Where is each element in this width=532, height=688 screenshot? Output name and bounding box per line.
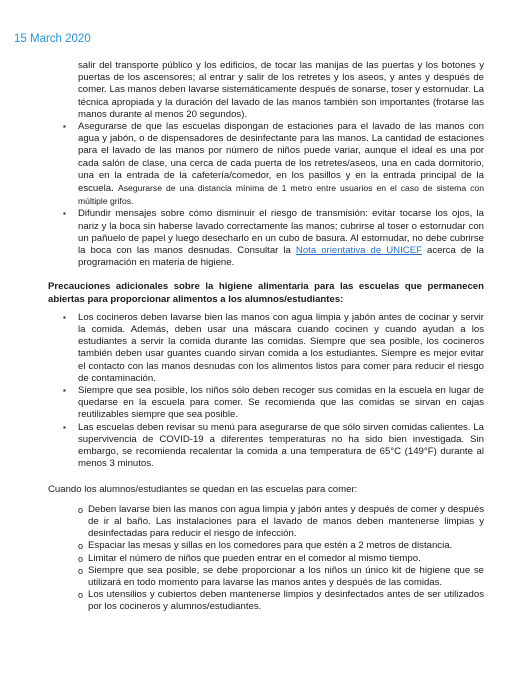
square-bullet-icon: ▪ [63,122,66,132]
list-item [48,385,484,422]
square-bullet-icon: ▪ [63,312,66,322]
bullet-list-meals [48,504,484,614]
list-item-text: Deben lavarse bien las manos con agua limpia y jabón antes y después de comer y después de ir al baño. Las instalaciones para el lavado de manos deben mantenerse limpias y desinfectadas para reducir el riesgo de infección. [88,503,484,540]
bullet-list-hygiene [48,121,484,269]
list-item-text: Los utensilios y cubiertos deben mantenerse limpios y desinfectados antes de ser utilizados por los cocineros y alumnos/estudiantes. [88,589,484,613]
paragraph-handwashing-continuation: salir del transporte público y los edificios, de tocar las manijas de las puertas y los botones y puertas de los ascensores; al entrar y salir de los retretes y los aseos, y antes y después de comer. Las manos deben lavarse sistemáticamente después de sonarse, toser y estornudar. La técnica apropiada y la duración del lavado de las manos también son importantes (frotarse las manos durante al menos 20 segundos). [78,60,484,120]
page-date: 15 March 2020 [14,33,91,45]
square-bullet-icon: ▪ [63,386,66,396]
list-item [48,422,484,471]
list-item-text: Siempre que sea posible, los niños sólo deben recoger sus comidas en la escuela en lugar de quedarse en la escuela para comer. Se recomienda que las comidas se sirvan en cajas reutilizables siempre que sea posible. [78,385,484,421]
list-item [48,565,484,589]
circle-bullet-icon: o [78,590,84,601]
bullet-list-food-hygiene [48,312,484,471]
paragraph-meals-intro: Cuando los alumnos/estudiantes se quedan en las escuelas para comer: [48,483,358,495]
circle-bullet-icon: o [78,541,84,552]
square-bullet-icon: ▪ [63,209,66,219]
circle-bullet-icon: o [78,565,84,576]
list-item-text-end: acerca de la programación en materia de higiene. [78,245,485,269]
list-item [48,121,484,208]
list-item-text: Asegurarse de que las escuelas dispongan de estaciones para el lavado de las manos con agua y jabón, o de dispensadores de desinfectante para las manos. La cantidad de estaciones para el lavado de las manos por número de niños puede variar, aunque el ideal es una por cada salón de clase, una cerca de cada puerta de los retretes/aseos, una en cada dormitorio, una en la entrada de la cafetería/comedor, en los pasillos y en la entrada principal de la escuela. [78,121,484,195]
section-heading-food-hygiene: Precauciones adicionales sobre la higiene alimentaria para las escuelas que permanecen abiertas para proporcionar alimentos a los alumnos/estudiantes: [48,281,484,305]
list-item-text: Los cocineros deben lavarse bien las manos con agua limpia y jabón antes de cocinar y servir la comida. Además, deben usar una máscara cuando cocinen y cuando ayudan a los estudiantes a servir la comida durante las comidas. Siempre que sea posible, los cocineros también deben usar guantes cuando sirvan comida a los estudiantes. Siempre es mejor evitar el contacto con las manos desnudas con los alimentos listos para comer para reducir el riesgo de contaminación. [78,311,484,384]
list-item-text: Espaciar las mesas y sillas en los comedores para que estén a 2 metros de distancia. [88,540,453,552]
list-item [48,589,484,613]
document-body [48,60,484,614]
circle-bullet-icon: o [78,504,84,515]
unicef-guidance-link[interactable]: Nota orientativa de UNICEF [295,245,422,257]
list-item-text: Limitar el número de niños que pueden entrar en el comedor al mismo tiempo. [88,552,421,564]
list-item-text: Siempre que sea posible, se debe proporcionar a los niños un único kit de higiene que se utilizará en todo momento para lavarse las manos antes y después de las comidas. [88,564,484,588]
list-item [48,540,484,552]
circle-bullet-icon: o [78,553,84,564]
list-item [48,553,484,565]
list-item-text: Difundir mensajes sobre cómo disminuir el riesgo de transmisión: evitar tocarse los ojos, la nariz y la boca sin haberse lavado correctamente las manos; cubrirse al toser o estornudar con un pañuelo de papel y luego desecharlo en un cubo de basura. Al estornudar, no debe cubrirse la boca con las manos desnudas. Consultar la [78,208,484,257]
list-item [48,312,484,385]
list-item [48,504,484,541]
list-item-text: Las escuelas deben revisar su menú para asegurarse de que sólo sirven comidas calientes. La supervivencia de COVID-19 a diferentes temperaturas no ha sido bien investigada. Sin embargo, se recomienda recalentar la comida a una temperatura de 65°C (149°F) durante al menos 3 minutos. [78,421,484,470]
list-item [48,208,484,269]
list-item-note: Asegurarse de una distancia mínima de 1 metro entre usuarios en el caso de sistema con múltiple grifos. [78,183,484,207]
square-bullet-icon: ▪ [63,422,66,432]
